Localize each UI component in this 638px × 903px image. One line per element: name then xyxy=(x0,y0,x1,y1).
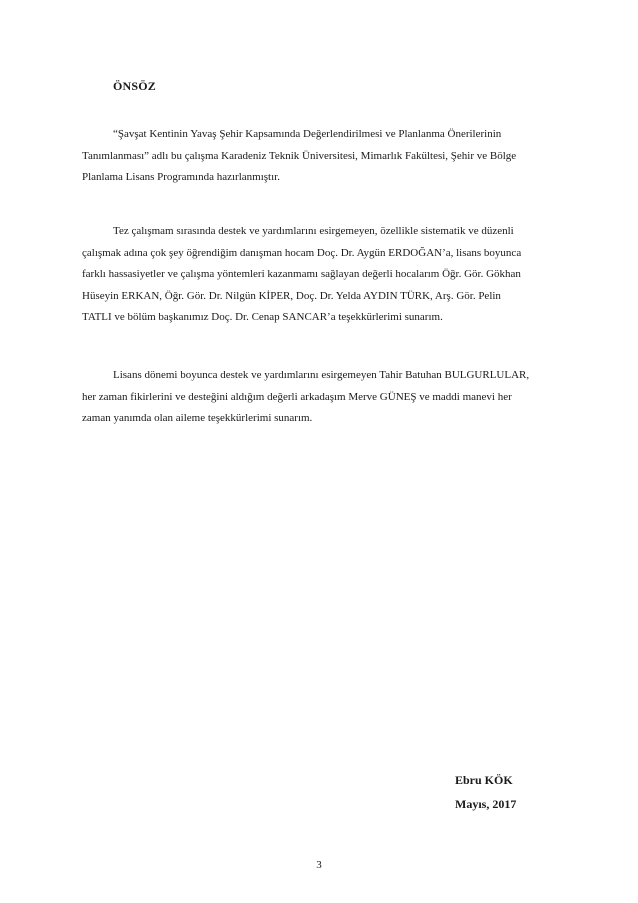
paragraph-line: Tez çalışmam sırasında destek ve yardımlarını esirgemeyen, özellikle sistematik ve düzenli xyxy=(113,225,514,237)
paragraph-line: Lisans dönemi boyunca destek ve yardımlarını esirgemeyen Tahir Batuhan BULGURLULAR, xyxy=(113,369,530,381)
paragraph-2 xyxy=(82,221,562,329)
paragraph-line: TATLI ve bölüm başkanımız Doç. Dr. Cenap SANCAR’a teşekkürlerimi sunarım. xyxy=(82,311,443,323)
paragraph-line: “Şavşat Kentinin Yavaş Şehir Kapsamında Değerlendirilmesi ve Planlanma Önerilerinin xyxy=(113,128,502,140)
paragraph-1 xyxy=(82,124,562,189)
page-number: 3 xyxy=(316,859,322,871)
page-title: ÖNSÖZ xyxy=(113,79,157,93)
paragraph-line: Planlama Lisans Programında hazırlanmıştır. xyxy=(82,171,280,183)
signature-name: Ebru KÖK xyxy=(455,773,513,787)
paragraph-line: çalışmak adına çok şey öğrendiğim danışman hocam Doç. Dr. Aygün ERDOĞAN’a, lisans boyunca xyxy=(82,246,522,259)
paragraph-line: her zaman fikirlerini ve desteğini aldığım değerli arkadaşım Merve GÜNEŞ ve maddi manevi her xyxy=(82,390,512,403)
paragraph-line: Hüseyin ERKAN, Öğr. Gör. Dr. Nilgün KİPER, Doç. Dr. Yelda AYDIN TÜRK, Arş. Gör. Pelin xyxy=(82,289,501,302)
paragraph-3 xyxy=(82,365,562,430)
paragraph-line: zaman yanımda olan aileme teşekkürlerimi sunarım. xyxy=(82,412,313,424)
signature-date: Mayıs, 2017 xyxy=(455,797,517,811)
paragraph-line: farklı hassasiyetler ve çalışma yöntemleri kazanmamı sağlayan değerli hocalarım Öğr. Gör. Gökhan xyxy=(82,268,521,280)
paragraph-line: Tanımlanması” adlı bu çalışma Karadeniz Teknik Üniversitesi, Mimarlık Fakültesi, Şehir ve Bölge xyxy=(82,149,517,162)
